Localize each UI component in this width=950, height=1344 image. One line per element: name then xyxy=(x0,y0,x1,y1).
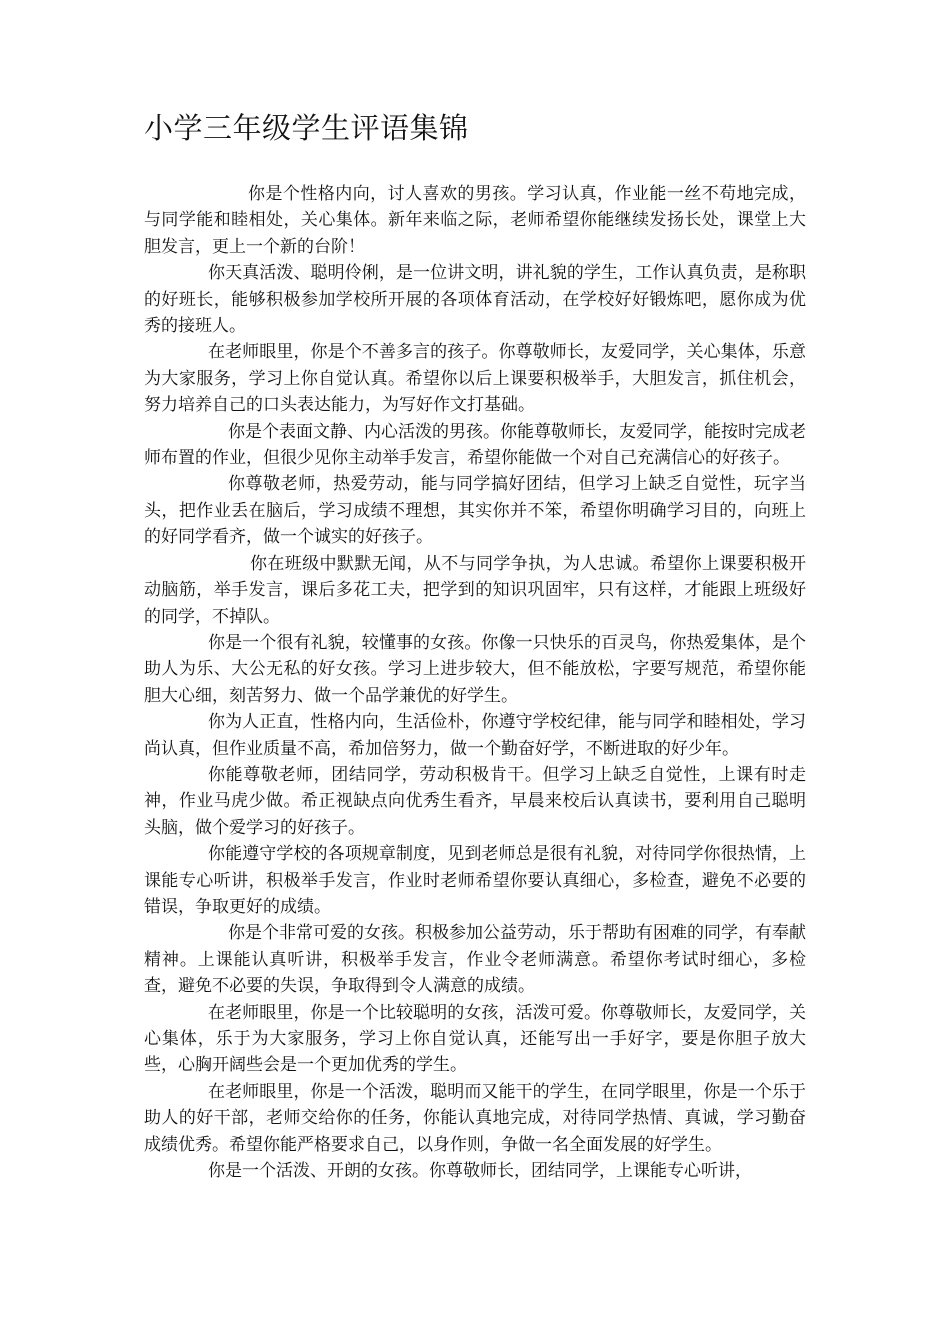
comment-paragraph-12: 在老师眼里，你是一个比较聪明的女孩，活泼可爱。你尊敬师长，友爱同学，关心集体，乐于为大家服务，学习上你自觉认真，还能写出一手好字，要是你胆子放大些，心胸开阔些会是一个更加优秀的学生。 xyxy=(144,1002,806,1076)
comment-paragraph-7: 你是一个很有礼貌，较懂事的女孩。你像一只快乐的百灵鸟，你热爱集体，是个助人为乐、大公无私的好女孩。学习上进步较大，但不能放松，字要写规范，希望你能胆大心细，刻苦努力、做一个品学兼优的好学生。 xyxy=(144,632,806,706)
comment-paragraph-11: 你是个非常可爱的女孩。积极参加公益劳动，乐于帮助有困难的同学，有奉献精神。上课能认真听讲，积极举手发言，作业令老师满意。希望你考试时细心，多检查，避免不必要的失误，争取得到令人满意的成绩。 xyxy=(144,923,806,997)
comment-paragraph-2: 你天真活泼、聪明伶俐，是一位讲文明，讲礼貌的学生，工作认真负责，是称职的好班长，能够积极参加学校所开展的各项体育活动，在学校好好锻炼吧，愿你成为优秀的接班人。 xyxy=(144,263,806,337)
document-body xyxy=(144,181,806,1184)
comment-paragraph-8: 你为人正直，性格内向，生活俭朴，你遵守学校纪律，能与同学和睦相处，学习尚认真，但作业质量不高，希加倍努力，做一个勤奋好学，不断进取的好少年。 xyxy=(144,712,806,759)
comment-paragraph-4: 你是个表面文静、内心活泼的男孩。你能尊敬师长，友爱同学，能按时完成老师布置的作业，但很少见你主动举手发言，希望你能做一个对自己充满信心的好孩子。 xyxy=(144,421,806,469)
comment-paragraph-13: 在老师眼里，你是一个活泼，聪明而又能干的学生，在同学眼里，你是一个乐于助人的好干部，老师交给你的任务，你能认真地完成，对待同学热情、真诚，学习勤奋成绩优秀。希望你能严格要求自己，以身作则，争做一名全面发展的好学生。 xyxy=(144,1081,806,1155)
document-title: 小学三年级学生评语集锦 xyxy=(144,111,469,145)
comment-paragraph-14: 你是一个活泼、开朗的女孩。你尊敬师长，团结同学，上课能专心听讲， xyxy=(208,1161,752,1182)
comment-paragraph-5: 你尊敬老师，热爱劳动，能与同学搞好团结，但学习上缺乏自觉性，玩字当头，把作业丢在脑后，学习成绩不理想，其实你并不笨，希望你明确学习目的，向班上的好同学看齐，做一个诚实的好孩子。 xyxy=(144,474,806,548)
comment-paragraph-9: 你能尊敬老师，团结同学，劳动积极肯干。但学习上缺乏自觉性，上课有时走神，作业马虎少做。希正视缺点向优秀生看齐，早晨来校后认真读书，要利用自己聪明头脑，做个爱学习的好孩子。 xyxy=(144,764,806,838)
comment-paragraph-3: 在老师眼里，你是个不善多言的孩子。你尊敬师长，友爱同学，关心集体，乐意为大家服务，学习上你自觉认真。希望你以后上课要积极举手，大胆发言，抓住机会，努力培养自己的口头表达能力，为写好作文打基础。 xyxy=(144,342,806,416)
comment-paragraph-1: 你是个性格内向，讨人喜欢的男孩。学习认真，作业能一丝不苟地完成，与同学能和睦相处，关心集体。新年来临之际，老师希望你能继续发扬长处，课堂上大胆发言，更上一个新的台阶！ xyxy=(144,184,806,257)
comment-paragraph-6: 你在班级中默默无闻，从不与同学争执，为人忠诚。希望你上课要积极开动脑筋，举手发言，课后多花工夫，把学到的知识巩固牢，只有这样，才能跟上班级好的同学，不掉队。 xyxy=(144,553,806,627)
comment-paragraph-10: 你能遵守学校的各项规章制度，见到老师总是很有礼貌，对待同学你很热情，上课能专心听讲，积极举手发言，作业时老师希望你要认真细心，多检查，避免不必要的错误，争取更好的成绩。 xyxy=(144,844,806,917)
